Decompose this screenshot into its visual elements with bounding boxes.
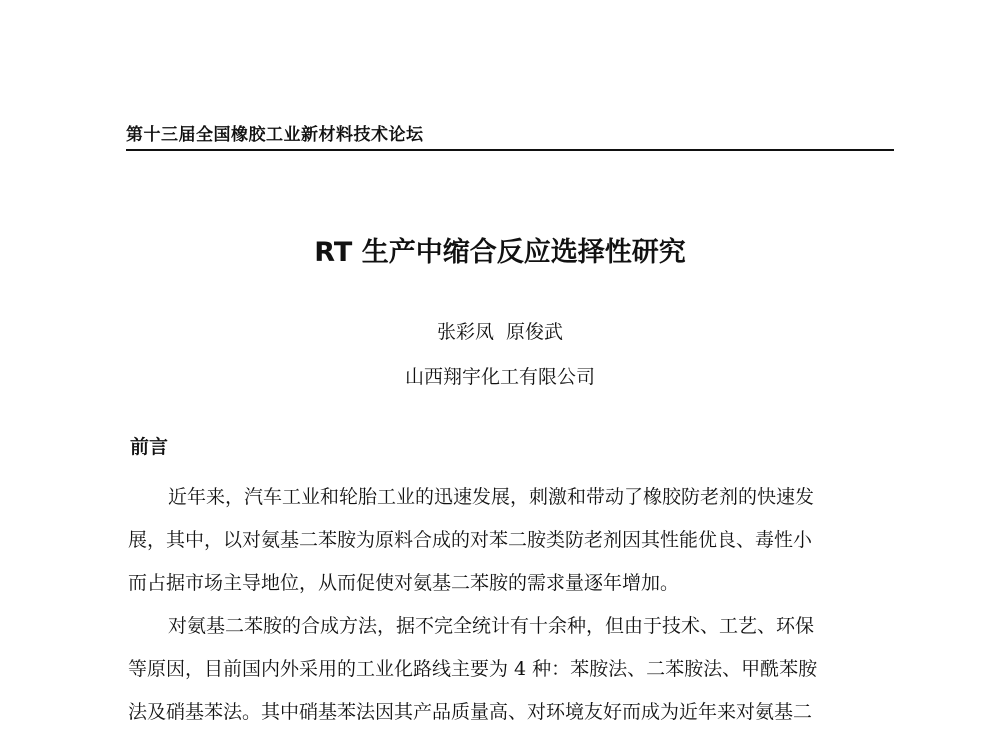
body-line: 等原因，目前国内外采用的工业化路线主要为 4 种：苯胺法、二苯胺法、甲酰苯胺 <box>128 658 818 680</box>
body-line: 对氨基二苯胺的合成方法，据不完全统计有十余种，但由于技术、工艺、环保 <box>168 615 815 637</box>
paper-authors: 张彩凤 原俊武 <box>436 321 564 343</box>
body-line: 而占据市场主导地位，从而促使对氨基二苯胺的需求量逐年增加。 <box>128 572 680 594</box>
header-rule <box>126 149 894 151</box>
body-line: 法及硝基苯法。其中硝基苯法因其产品质量高、对环境友好而成为近年来对氨基二 <box>128 701 813 723</box>
running-header: 第十三届全国橡胶工业新材料技术论坛 <box>126 125 424 145</box>
body-line: 展，其中，以对氨基二苯胺为原料合成的对苯二胺类防老剂因其性能优良、毒性小 <box>128 529 813 551</box>
paper-affiliation: 山西翔宇化工有限公司 <box>404 366 595 388</box>
section-heading: 前言 <box>130 436 169 458</box>
body-line: 近年来，汽车工业和轮胎工业的迅速发展，刺激和带动了橡胶防老剂的快速发 <box>168 486 815 508</box>
paper-title: RT 生产中缩合反应选择性研究 <box>314 237 686 268</box>
